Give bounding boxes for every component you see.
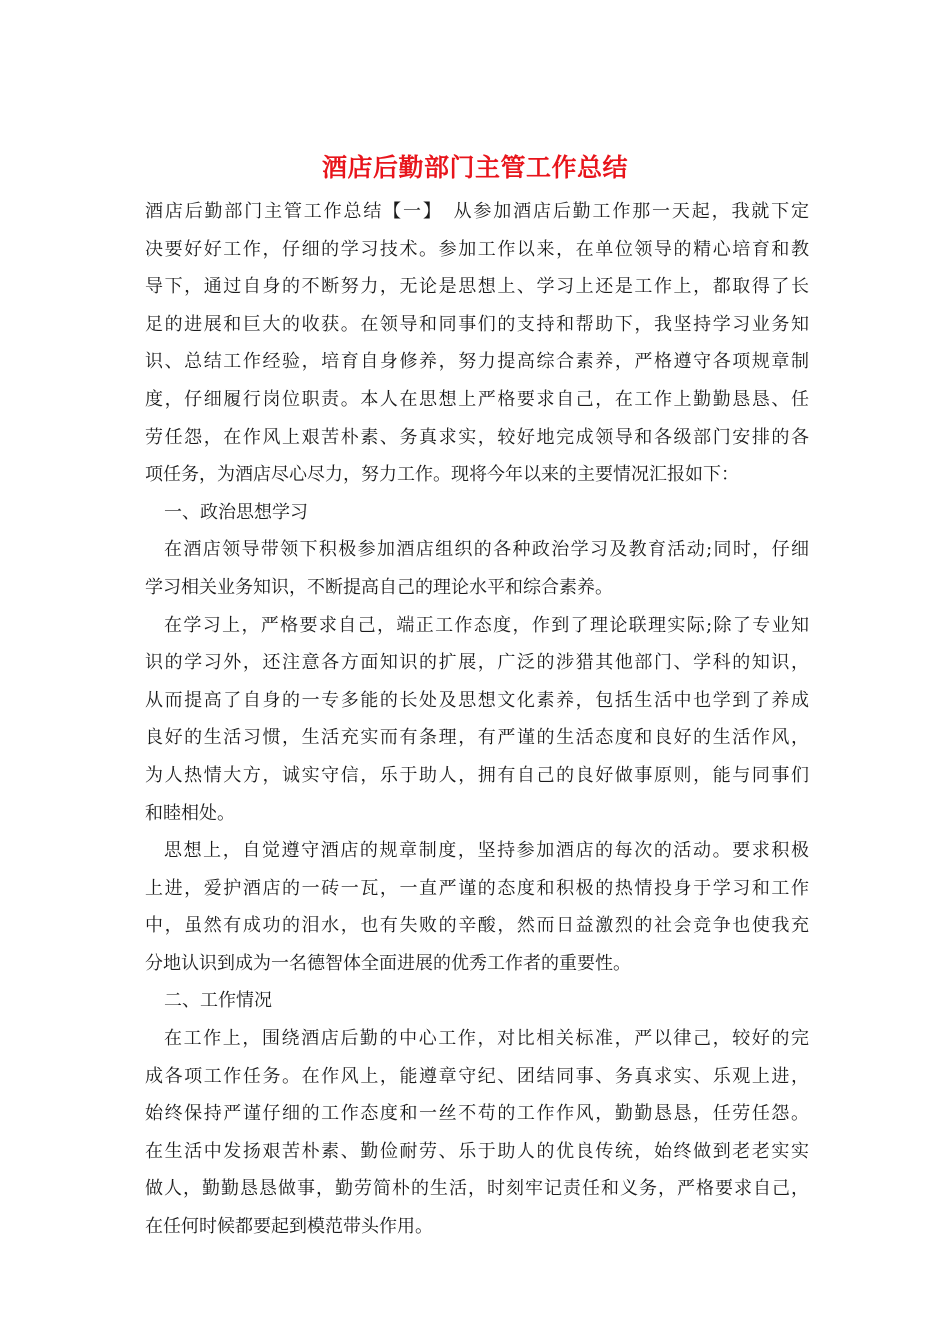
body-line: 分地认识到成为一名德智体全面进展的优秀工作者的重要性。 — [145, 952, 631, 974]
body-line: 导下，通过自身的不断努力，无论是思想上、学习上还是工作上，都取得了长 — [145, 276, 809, 298]
body-line: 上进，爱护酒店的一砖一瓦，一直严谨的态度和积极的热情投身于学习和工作 — [145, 877, 809, 899]
body-line: 思想上，自觉遵守酒店的规章制度，坚持参加酒店的每次的活动。要求积极 — [164, 840, 809, 862]
document-title: 酒店后勤部门主管工作总结 — [321, 153, 628, 182]
body-line: 在工作上，围绕酒店后勤的中心工作，对比相关标准，严以律己，较好的完 — [164, 1028, 809, 1050]
section-heading: 一、政治思想学习 — [164, 501, 308, 523]
body-line: 和睦相处。 — [145, 802, 235, 824]
body-line: 做人，勤勤恳恳做事，勤劳简朴的生活，时刻牢记责任和义务，严格要求自己， — [145, 1178, 809, 1200]
body-line: 识、总结工作经验，培育自身修养，努力提高综合素养，严格遵守各项规章制 — [145, 351, 809, 373]
body-line: 项任务，为酒店尽心尽力，努力工作。现将今年以来的主要情况汇报如下： — [145, 464, 739, 486]
body-line: 在生活中发扬艰苦朴素、勤俭耐劳、乐于助人的优良传统，始终做到老老实实 — [145, 1140, 809, 1162]
section-heading: 二、工作情况 — [164, 990, 272, 1012]
body-line: 劳任怨，在作风上艰苦朴素、务真求实，较好地完成领导和各级部门安排的各 — [145, 426, 809, 448]
body-line: 决要好好工作，仔细的学习技术。参加工作以来，在单位领导的精心培育和教 — [145, 238, 809, 260]
body-line: 中，虽然有成功的泪水，也有失败的辛酸，然而日益激烈的社会竞争也使我充 — [145, 915, 809, 937]
body-line: 成各项工作任务。在作风上，能遵章守纪、团结同事、务真求实、乐观上进， — [145, 1065, 809, 1087]
body-line: 在酒店领导带领下积极参加酒店组织的各种政治学习及教育活动;同时，仔细 — [164, 539, 809, 561]
body-line: 酒店后勤部门主管工作总结【一】 从参加酒店后勤工作那一天起，我就下定 — [145, 201, 809, 222]
body-line: 识的学习外，还注意各方面知识的扩展，广泛的涉猎其他部门、学科的知识， — [145, 652, 809, 674]
body-line: 学习相关业务知识，不断提高自己的理论水平和综合素养。 — [145, 576, 613, 598]
body-line: 在任何时候都要起到模范带头作用。 — [145, 1216, 433, 1238]
body-line: 良好的生活习惯，生活充实而有条理，有严谨的生活态度和良好的生活作风， — [145, 727, 809, 749]
document-body — [145, 193, 809, 1246]
body-line: 足的进展和巨大的收获。在领导和同事们的支持和帮助下，我坚持学习业务知 — [145, 313, 809, 335]
body-line: 度，仔细履行岗位职责。本人在思想上严格要求自己，在工作上勤勤恳恳、任 — [145, 388, 809, 410]
body-line: 在学习上，严格要求自己，端正工作态度，作到了理论联理实际;除了专业知 — [164, 614, 809, 636]
body-line: 始终保持严谨仔细的工作态度和一丝不苟的工作作风，勤勤恳恳，任劳任怨。 — [145, 1103, 809, 1125]
body-line: 为人热情大方，诚实守信，乐于助人，拥有自己的良好做事原则，能与同事们 — [145, 764, 809, 786]
body-line: 从而提高了自身的一专多能的长处及思想文化素养，包括生活中也学到了养成 — [145, 689, 809, 711]
